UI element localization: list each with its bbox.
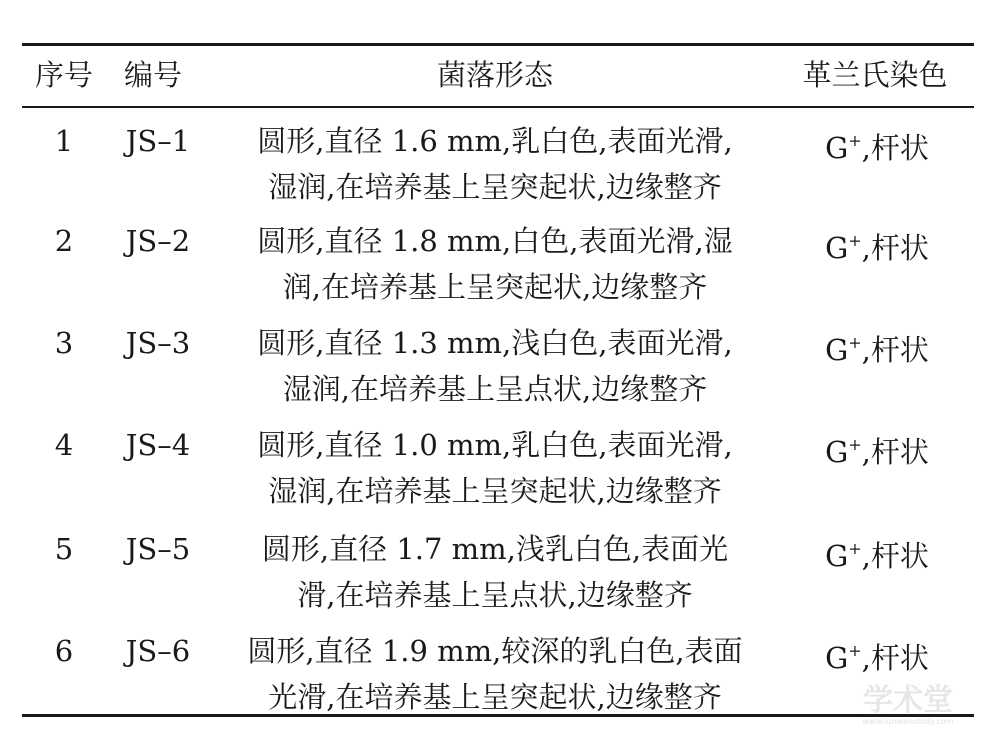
cell-gram-stain	[782, 628, 972, 681]
header-gram-stain: 革兰氏染色	[802, 58, 948, 92]
cell-colony-morphology	[212, 422, 778, 514]
cell-colony-morphology	[212, 628, 778, 720]
gram-shape: ,杆状	[861, 641, 929, 675]
table-header-rule	[22, 106, 974, 108]
morphology-line: 滑,在培养基上呈点状,边缘整齐	[297, 578, 693, 612]
cell-index: 3	[54, 326, 74, 360]
cell-code: JS–3	[125, 326, 191, 360]
cell-code: JS–6	[125, 634, 191, 668]
header-colony-morphology: 菌落形态	[436, 58, 553, 92]
cell-gram-stain	[782, 422, 972, 475]
table-row	[0, 518, 998, 620]
table-row	[0, 312, 998, 414]
cell-index: 1	[54, 124, 74, 158]
watermark-logo	[848, 683, 968, 732]
morphology-line: 湿润,在培养基上呈突起状,边缘整齐	[268, 474, 722, 508]
gram-base: G	[825, 641, 849, 675]
morphology-line: 圆形,直径 1.7 mm,浅乳白色,表面光	[261, 532, 729, 566]
cell-colony-morphology	[212, 218, 778, 310]
morphology-line: 圆形,直径 1.6 mm,乳白色,表面光滑,	[257, 124, 733, 158]
morphology-line: 圆形,直径 1.0 mm,乳白色,表面光滑,	[257, 428, 733, 462]
gram-shape: ,杆状	[861, 539, 929, 573]
morphology-line: 圆形,直径 1.3 mm,浅白色,表面光滑,	[257, 326, 733, 360]
cell-gram-stain	[782, 526, 972, 579]
cell-code: JS–4	[125, 428, 191, 462]
table-row	[0, 414, 998, 516]
header-code: 编号	[124, 58, 183, 92]
gram-base: G	[825, 131, 849, 165]
gram-sign: +	[848, 231, 862, 250]
gram-sign: +	[848, 435, 862, 454]
gram-base: G	[825, 333, 849, 367]
morphology-line: 圆形,直径 1.9 mm,较深的乳白色,表面	[247, 634, 743, 668]
gram-shape: ,杆状	[861, 131, 929, 165]
morphology-line: 润,在培养基上呈突起状,边缘整齐	[282, 270, 708, 304]
cell-gram-stain	[782, 118, 972, 171]
cell-colony-morphology	[212, 118, 778, 210]
gram-base: G	[825, 435, 849, 469]
cell-index: 5	[54, 532, 74, 566]
cell-colony-morphology	[212, 526, 778, 618]
gram-sign: +	[848, 333, 862, 352]
gram-sign: +	[848, 539, 862, 558]
gram-sign: +	[848, 641, 862, 660]
morphology-line: 湿润,在培养基上呈突起状,边缘整齐	[268, 170, 722, 204]
gram-base: G	[825, 231, 849, 265]
morphology-line: 圆形,直径 1.8 mm,白色,表面光滑,湿	[257, 224, 733, 258]
cell-gram-stain	[782, 320, 972, 373]
cell-index: 6	[54, 634, 74, 668]
cell-code: JS–2	[125, 224, 191, 258]
table-bottom-rule	[22, 714, 974, 717]
gram-shape: ,杆状	[861, 231, 929, 265]
cell-colony-morphology	[212, 320, 778, 412]
cell-gram-stain	[782, 218, 972, 271]
table-row	[0, 110, 998, 212]
cell-index: 4	[54, 428, 74, 462]
morphology-line: 湿润,在培养基上呈点状,边缘整齐	[282, 372, 708, 406]
table-row	[0, 210, 998, 312]
header-index: 序号	[34, 58, 93, 92]
gram-shape: ,杆状	[861, 435, 929, 469]
table-top-rule	[22, 43, 974, 46]
watermark-url: www.lunwenstudy.com	[862, 717, 954, 726]
cell-code: JS–5	[125, 532, 191, 566]
cell-code: JS–1	[125, 124, 191, 158]
morphology-line: 光滑,在培养基上呈突起状,边缘整齐	[268, 680, 722, 714]
watermark-text: 学术堂	[863, 683, 953, 718]
gram-shape: ,杆状	[861, 333, 929, 367]
gram-sign: +	[848, 131, 862, 150]
gram-base: G	[825, 539, 849, 573]
cell-index: 2	[54, 224, 74, 258]
